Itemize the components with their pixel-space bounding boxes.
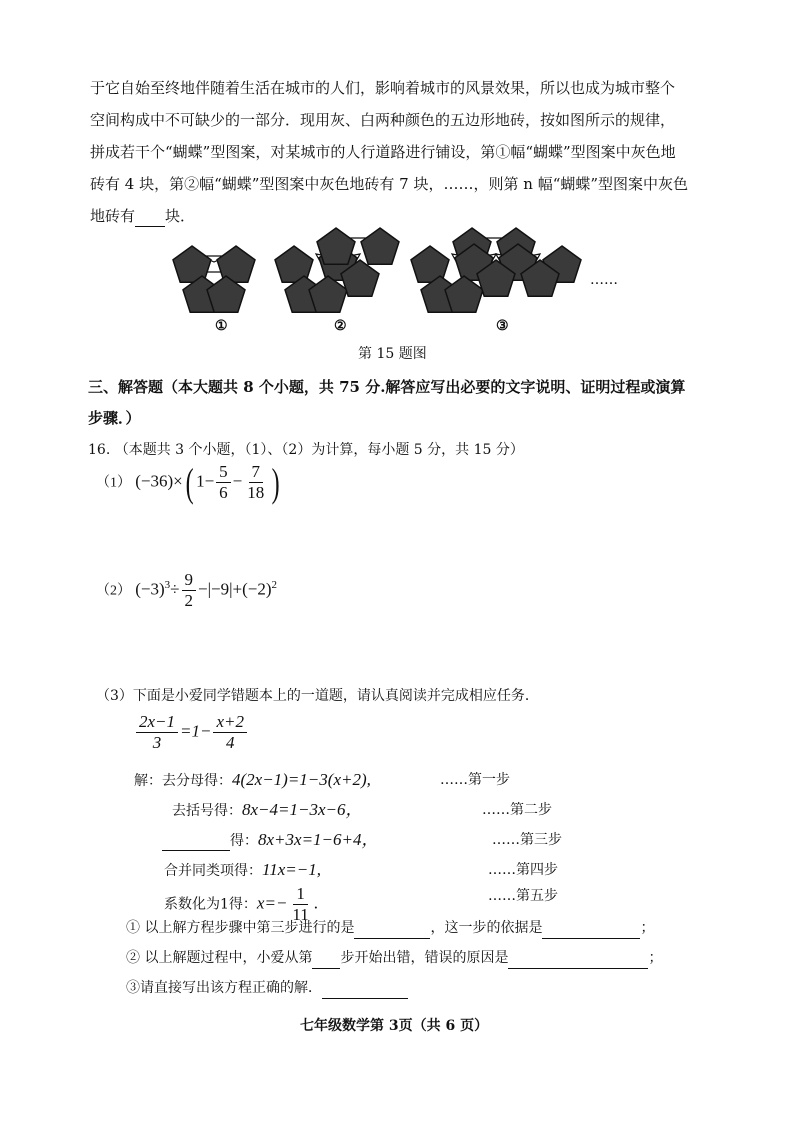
answer-blank-task-1b[interactable] bbox=[542, 918, 640, 939]
task-1-text-c: ； bbox=[640, 920, 655, 936]
step-3-tag: ……第三步 bbox=[492, 832, 562, 848]
step-1 bbox=[134, 770, 371, 791]
step-label: 去括号得： bbox=[172, 803, 242, 819]
pattern-3 bbox=[411, 228, 581, 312]
task-1-text-b: ，这一步的依据是 bbox=[430, 920, 543, 936]
answer-blank-task-2b[interactable] bbox=[508, 948, 648, 969]
figure-label-2: ② bbox=[334, 318, 347, 334]
equation-right-fraction: $\frac{x+2}{4}$ bbox=[213, 712, 247, 753]
equation-mid: =1− bbox=[180, 721, 212, 741]
section-3-heading-cont: 步骤．） bbox=[88, 409, 141, 427]
step-2-tag: ……第二步 bbox=[482, 802, 552, 818]
exponent-2: 2 bbox=[271, 578, 277, 591]
step-2 bbox=[172, 800, 362, 821]
part-1-one: 1− bbox=[196, 471, 215, 491]
answer-blank-task-3[interactable] bbox=[322, 978, 408, 999]
step-label: 解：去分母得： bbox=[134, 773, 232, 789]
step-3 bbox=[162, 830, 378, 851]
fraction-1-11: $\frac{1}{11}$ bbox=[292, 884, 309, 924]
fraction-5-6: $\frac{5}{6}$ bbox=[216, 462, 231, 503]
task-3-text: ③请直接写出该方程正确的解． bbox=[126, 980, 322, 996]
figure-ellipsis: …… bbox=[590, 272, 618, 288]
intro-line-1: 于它自始至终地伴随着生活在城市的人们，影响着城市的风景效果，所以也成为城市整个 bbox=[90, 79, 676, 97]
step-label: 合并同类项得： bbox=[164, 863, 262, 879]
left-paren-icon: ( bbox=[185, 459, 194, 505]
step-expr: 8x+3x=1−6+4， bbox=[258, 830, 379, 849]
fraction-7-18: $\frac{7}{18}$ bbox=[247, 462, 265, 502]
part-1-label: （1） bbox=[96, 475, 131, 491]
section-3-heading: 三、解答题（本大题共 8 个小题，共 75 分.解答应写出必要的文字说明、证明过程或演算 bbox=[88, 378, 686, 396]
step-label: 得： bbox=[230, 833, 258, 849]
answer-blank-15[interactable] bbox=[135, 206, 165, 227]
right-paren-icon: ) bbox=[271, 459, 280, 505]
intro-line-2: 空间构成中不可缺少的一部分．现用灰、白两种颜色的五边形地砖，按如图所示的规律， bbox=[90, 111, 676, 129]
equation-left-fraction: $\frac{2x-1}{3}$ bbox=[136, 712, 178, 753]
step-4-tag: ……第四步 bbox=[488, 862, 558, 878]
step-expr: 11x=−1, bbox=[262, 860, 321, 879]
step-5-tag: ……第五步 bbox=[488, 888, 558, 904]
part-2 bbox=[96, 570, 277, 614]
task-1 bbox=[126, 918, 654, 939]
task-2-text-c: ； bbox=[648, 950, 663, 966]
answer-blank-task-1a[interactable] bbox=[354, 918, 430, 939]
figure-label-3: ③ bbox=[496, 318, 509, 334]
part-2-expr-rest: −|−9|+(−2) bbox=[198, 579, 272, 599]
part-2-label: （2） bbox=[96, 583, 131, 599]
step-expr: 4(2x−1)=1−3(x+2), bbox=[232, 770, 371, 789]
task-3 bbox=[126, 978, 408, 999]
figure-caption: 第 15 题图 bbox=[358, 346, 427, 362]
intro-line-4: 砖有 4 块，第②幅“蝴蝶”型图案中灰色地砖有 7 块，……，则第 n 幅“蝴蝶”型图案中灰色 bbox=[90, 175, 689, 193]
step-expr-pre: x=− bbox=[256, 893, 288, 913]
minus-sign: − bbox=[232, 471, 243, 491]
answer-blank-step-3[interactable] bbox=[162, 830, 230, 851]
task-1-text-a: ① 以上解方程步骤中第三步进行的是 bbox=[126, 920, 355, 936]
step-expr: 8x−4=1−3x−6， bbox=[242, 800, 363, 819]
pattern-1 bbox=[173, 246, 255, 312]
task-2-text-b: 步开始出错，错误的原因是 bbox=[340, 950, 509, 966]
step-1-tag: ……第一步 bbox=[440, 772, 510, 788]
butterfly-pattern-figure bbox=[170, 218, 630, 318]
step-label: 系数化为1得： bbox=[164, 896, 257, 913]
fraction-9-2: $\frac{9}{2}$ bbox=[182, 570, 197, 611]
page-footer: 七年级数学第 3页（共 6 页） bbox=[300, 1018, 489, 1034]
exponent: 3 bbox=[164, 578, 171, 591]
task-2-text-a: ② 以上解题过程中，小爱从第 bbox=[126, 950, 313, 966]
figure-label-1: ① bbox=[215, 318, 228, 334]
task-2 bbox=[126, 948, 662, 969]
pattern-2 bbox=[275, 228, 399, 312]
intro-line-5-end: 块． bbox=[165, 207, 196, 225]
divide-sign: ÷ bbox=[170, 579, 180, 599]
part-2-expr-a: (−3) bbox=[135, 579, 165, 599]
part-1-expr-a: (−36)× bbox=[135, 471, 183, 491]
intro-line-5-start: 地砖有 bbox=[90, 207, 136, 225]
part-1 bbox=[96, 459, 283, 506]
step-4 bbox=[164, 860, 321, 881]
step-expr-post: . bbox=[313, 893, 319, 913]
part-3-intro: （3）下面是小爱同学错题本上的一道题，请认真阅读并完成相应任务． bbox=[96, 688, 539, 704]
intro-line-3: 拼成若干个“蝴蝶”型图案，对某城市的人行道路进行铺设，第①幅“蝴蝶”型图案中灰色地 bbox=[90, 143, 676, 161]
equation bbox=[134, 712, 249, 760]
answer-blank-task-2a[interactable] bbox=[312, 948, 340, 969]
question-16-header: 16. （本题共 3 个小题，（1）、（2）为计算，每小题 5 分，共 15 分） bbox=[88, 442, 524, 458]
